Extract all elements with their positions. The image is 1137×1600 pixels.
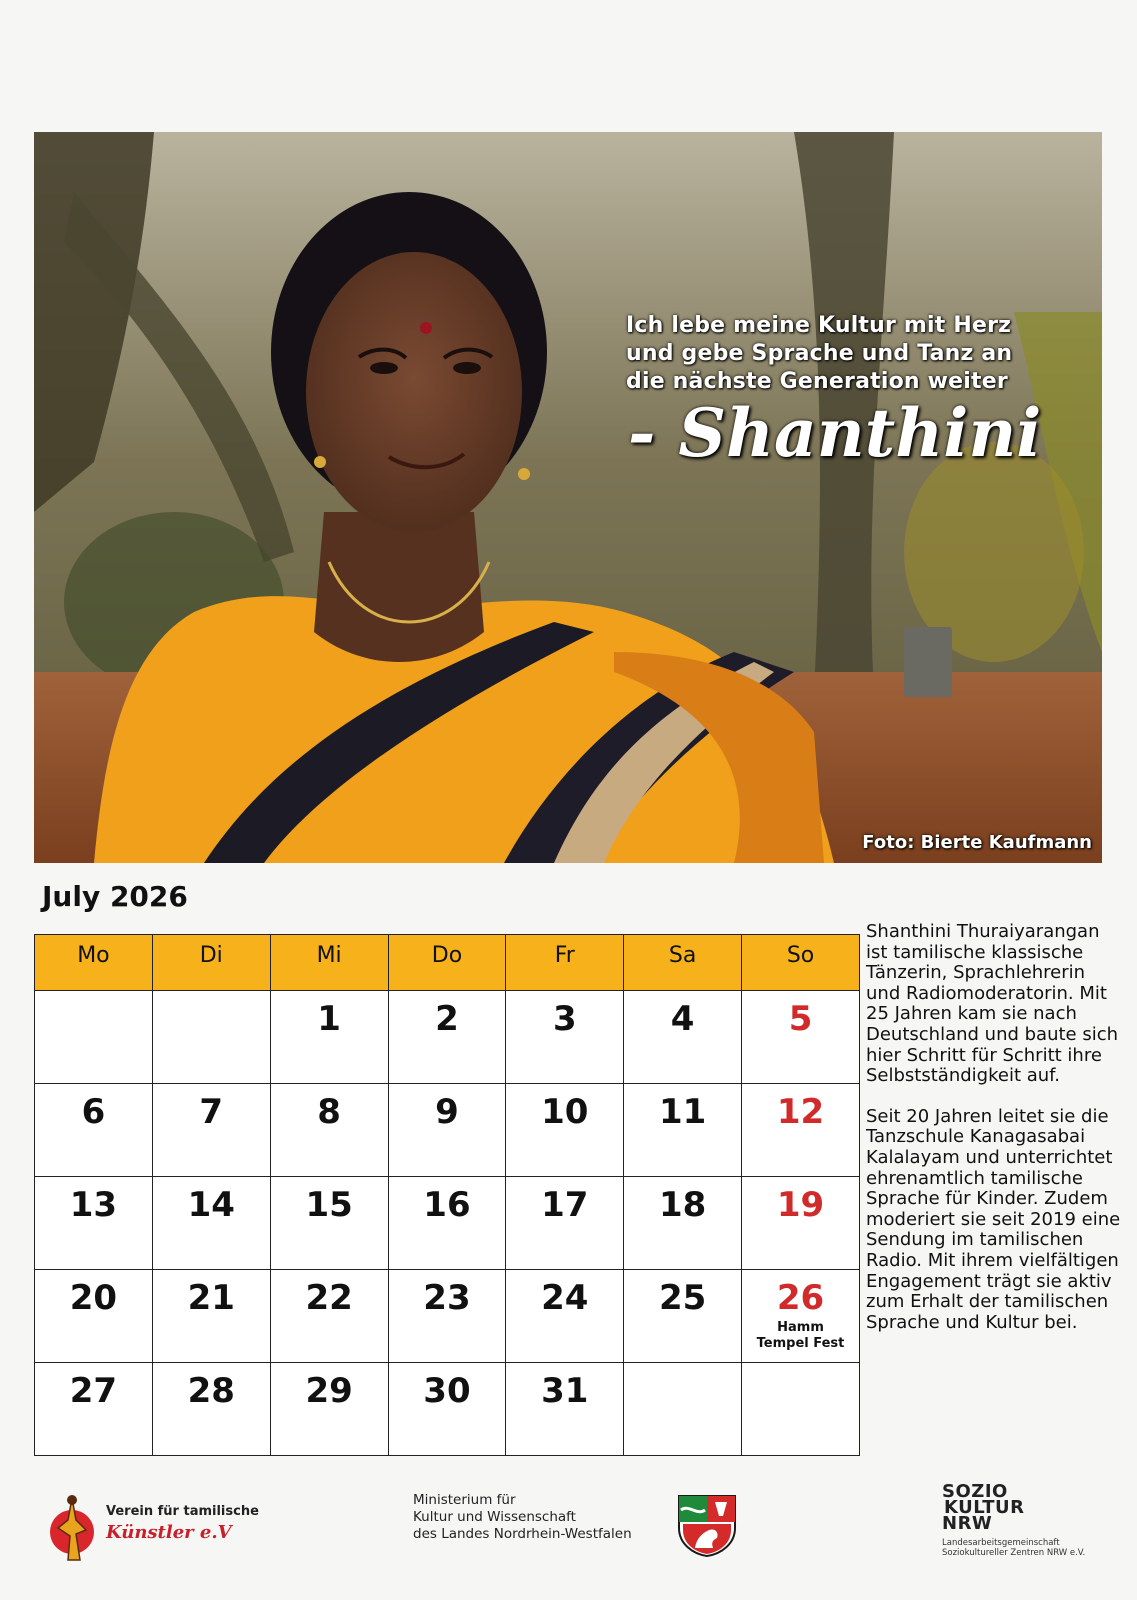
day-number: 30	[423, 1371, 471, 1411]
day-number: 22	[305, 1278, 353, 1318]
week-row	[35, 1363, 860, 1456]
day-number: 8	[317, 1092, 341, 1132]
day-cell	[388, 1177, 506, 1270]
day-cell	[624, 1363, 742, 1456]
day-number: 14	[187, 1185, 235, 1225]
event-label-line: Tempel Fest	[756, 1336, 845, 1351]
day-cell	[152, 1363, 270, 1456]
day-cell	[270, 991, 388, 1084]
day-cell	[624, 1177, 742, 1270]
day-cell	[152, 991, 270, 1084]
day-cell	[506, 1177, 624, 1270]
day-number: 24	[541, 1278, 589, 1318]
soziokultur-logo	[942, 1481, 1086, 1558]
day-cell	[35, 1084, 153, 1177]
weekday-header: Do	[388, 935, 506, 991]
day-number: 16	[423, 1185, 471, 1225]
day-cell	[506, 991, 624, 1084]
day-cell	[152, 1177, 270, 1270]
quote-line: und gebe Sprache und Tanz an	[626, 341, 1013, 366]
day-number: 2	[435, 999, 459, 1039]
day-cell	[624, 991, 742, 1084]
day-cell	[388, 1270, 506, 1363]
weekday-header: Sa	[624, 935, 742, 991]
day-cell	[35, 1270, 153, 1363]
sozio-subtitle	[942, 1538, 1085, 1558]
bio-paragraph: Seit 20 Jahren leitet sie die Tanzschule Kanagasabai Kalalayam und unterrichtet ehrenamtlich tamilische Sprache für Kinder. Zudem moderiert sie seit 2019 eine Sendung im tamilischen Radio. Mit ihrem vielfältigen Engagement trägt sie aktiv zum Erhalt der tamilischen Sprache und Kultur bei.	[866, 1105, 1121, 1333]
day-number: 9	[435, 1092, 459, 1132]
day-cell	[270, 1270, 388, 1363]
photo-credit: Foto: Bierte Kaufmann	[862, 832, 1092, 853]
day-number: 3	[552, 999, 577, 1039]
day-number: 20	[69, 1278, 118, 1318]
day-cell	[388, 1084, 506, 1177]
day-number: 4	[670, 999, 695, 1039]
sozio-subtitle-line: Soziokultureller Zentren NRW e.V.	[942, 1548, 1086, 1558]
day-number: 1	[317, 999, 341, 1039]
ministry-text	[413, 1492, 632, 1543]
day-number: 19	[776, 1185, 825, 1225]
day-cell	[35, 1363, 153, 1456]
day-number: 10	[541, 1092, 589, 1132]
quote-line: die nächste Generation weiter	[626, 369, 1008, 394]
day-number: 26	[776, 1278, 825, 1318]
weekday-header: Mo	[35, 935, 153, 991]
day-cell	[152, 1084, 270, 1177]
quote-line: Ich lebe meine Kultur mit Herz	[626, 313, 1012, 338]
day-cell-sunday	[742, 1363, 860, 1456]
weekday-header-row	[35, 935, 860, 991]
verein-logo	[46, 1480, 259, 1570]
sozio-title-line: SOZIO	[942, 1481, 1008, 1502]
day-cell	[152, 1270, 270, 1363]
dancer-emblem-icon	[46, 1490, 106, 1570]
weekday-header: So	[742, 935, 860, 991]
ministry-line: Kultur und Wissenschaft	[413, 1509, 576, 1525]
weekday-header: Di	[152, 935, 270, 991]
biography	[866, 922, 1121, 1353]
day-number: 12	[776, 1092, 825, 1132]
day-number: 6	[81, 1092, 106, 1132]
day-cell	[388, 1363, 506, 1456]
day-number: 11	[658, 1092, 707, 1132]
weekday-header: Mi	[270, 935, 388, 991]
day-cell-sunday	[742, 1177, 860, 1270]
day-cell	[506, 1270, 624, 1363]
day-cell	[506, 1363, 624, 1456]
month-title: July 2026	[42, 880, 188, 913]
day-number: 5	[788, 999, 813, 1039]
bio-paragraph: Shanthini Thuraiyarangan ist tamilische klassische Tänzerin, Sprachlehrerin und Radiomoderatorin. Mit 25 Jahren kam sie nach Deutschland und baute sich hier Schritt für Schritt ihre Selbstständigkeit auf.	[866, 921, 1119, 1087]
ministry-line: des Landes Nordrhein-Westfalen	[413, 1526, 632, 1542]
day-number: 23	[423, 1278, 471, 1318]
week-row	[35, 1177, 860, 1270]
week-row	[35, 991, 860, 1084]
day-number: 21	[187, 1278, 235, 1318]
day-cell	[624, 1270, 742, 1363]
day-number: 27	[69, 1371, 118, 1411]
nrw-crest-icon	[675, 1492, 739, 1558]
verein-name-line1: Verein für tamilische	[106, 1504, 259, 1519]
day-number: 13	[69, 1185, 118, 1225]
sozio-title-line: NRW	[942, 1513, 993, 1534]
event-label-line: Hamm	[777, 1320, 824, 1335]
week-row	[35, 1270, 860, 1363]
quote-text	[626, 312, 1086, 396]
footer-logos	[0, 1470, 1137, 1590]
weekday-header: Fr	[506, 935, 624, 991]
sozio-subtitle-line: Landesarbeitsgemeinschaft	[942, 1538, 1060, 1548]
day-cell-sunday	[742, 991, 860, 1084]
day-cell	[388, 991, 506, 1084]
day-number: 31	[541, 1371, 589, 1411]
photo-illustration	[34, 132, 1102, 863]
day-number: 18	[658, 1185, 707, 1225]
day-number: 25	[658, 1278, 707, 1318]
day-cell-sunday	[742, 1084, 860, 1177]
day-cell	[624, 1084, 742, 1177]
day-cell	[270, 1363, 388, 1456]
calendar-grid	[34, 934, 860, 1456]
ministry-line: Ministerium für	[413, 1492, 516, 1508]
signature-text: - Shanthini	[628, 394, 1042, 472]
day-number: 17	[541, 1185, 589, 1225]
portrait-photo	[34, 132, 1102, 863]
sozio-title-line: KULTUR	[944, 1497, 1025, 1518]
day-number: 29	[305, 1371, 353, 1411]
day-number: 15	[305, 1185, 353, 1225]
day-cell	[35, 991, 153, 1084]
day-cell	[506, 1084, 624, 1177]
day-cell	[270, 1084, 388, 1177]
event-day-cell	[742, 1270, 860, 1363]
day-number: 7	[199, 1092, 224, 1132]
day-cell	[270, 1177, 388, 1270]
week-row	[35, 1084, 860, 1177]
day-cell	[35, 1177, 153, 1270]
verein-name-line2: Künstler e.V	[106, 1522, 232, 1543]
day-number: 28	[187, 1371, 235, 1411]
